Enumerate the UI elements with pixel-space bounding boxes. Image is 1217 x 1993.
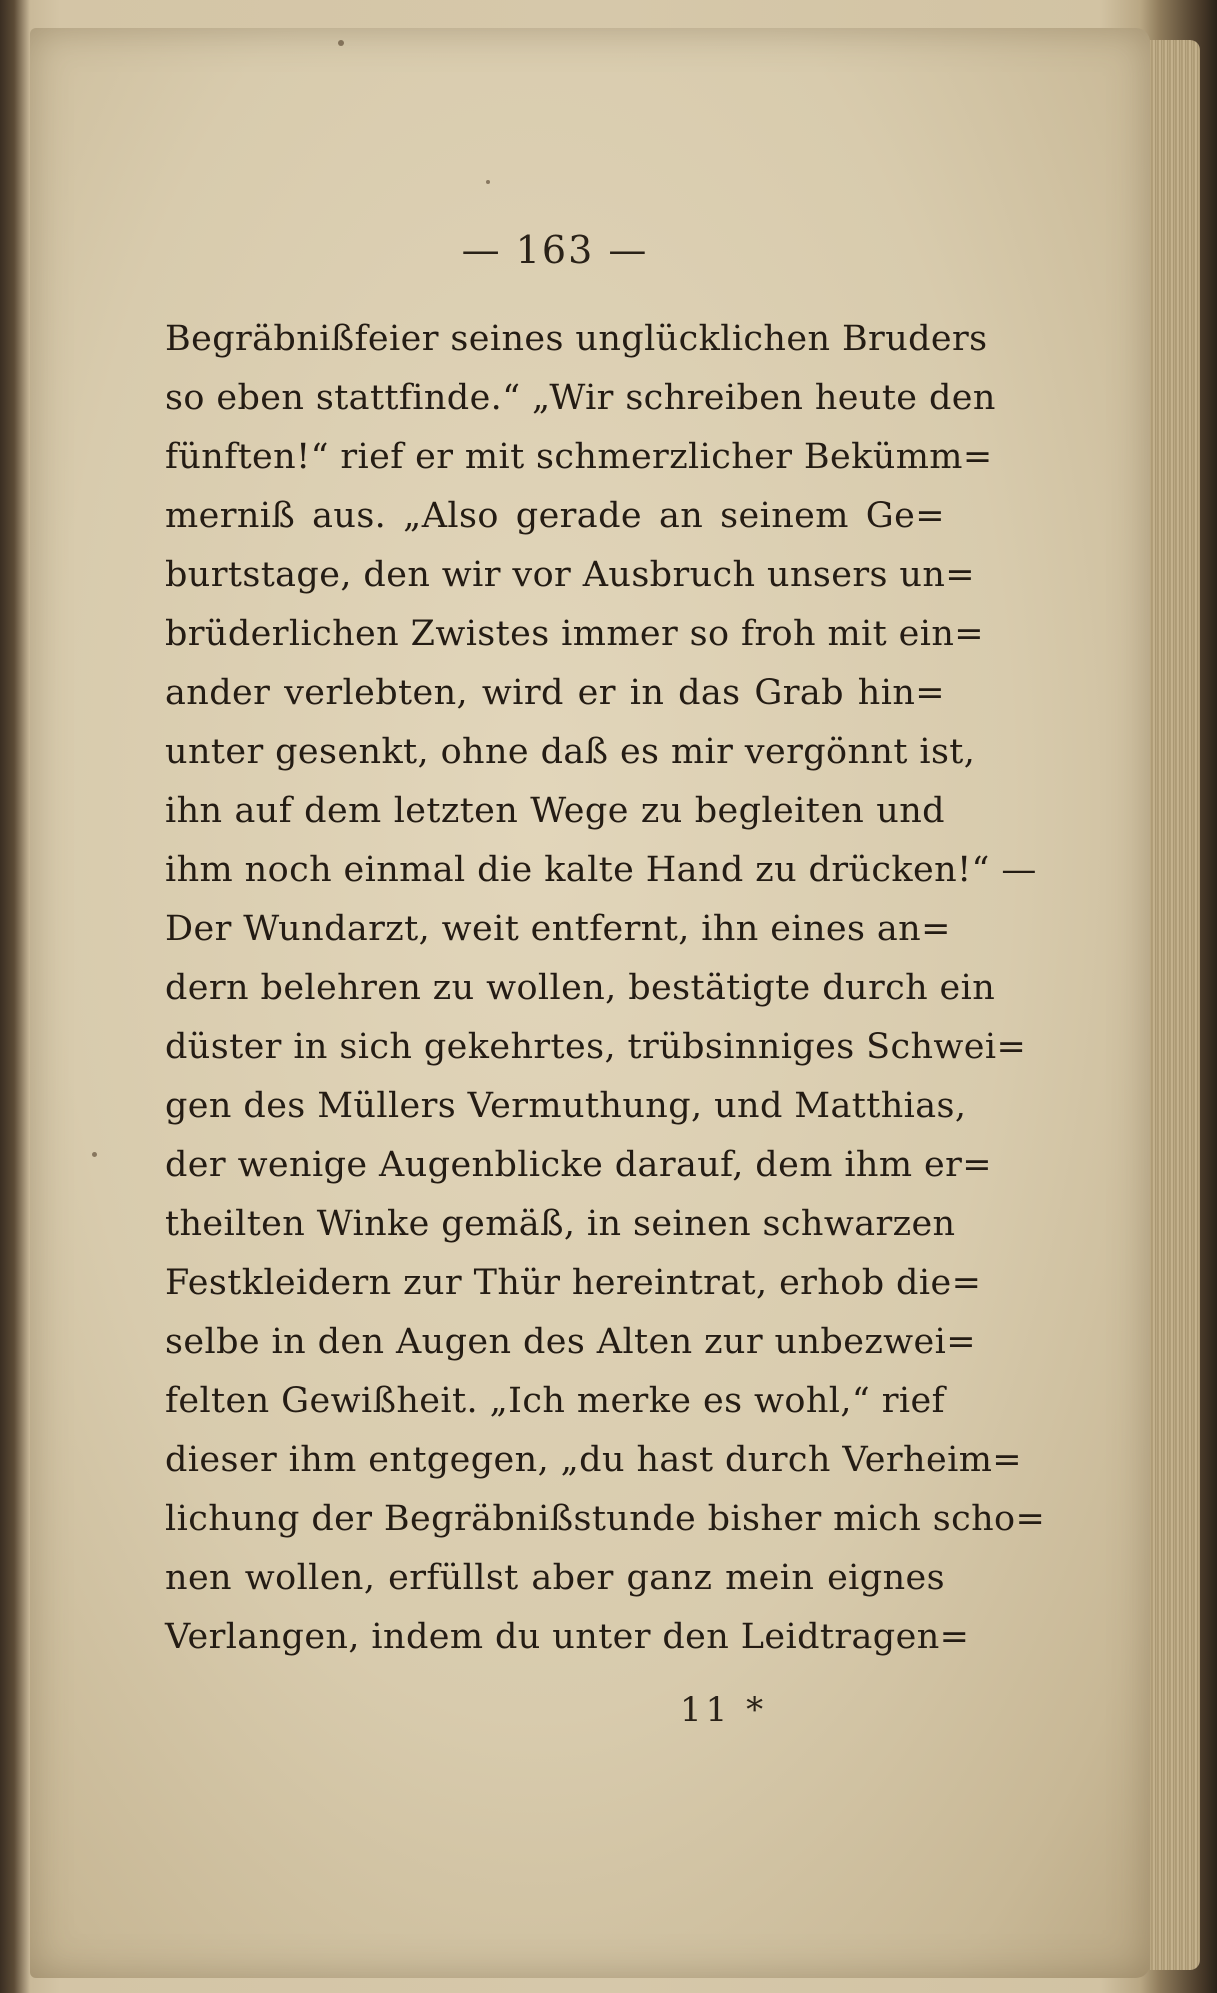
signature-mark: 11 * bbox=[680, 1690, 768, 1730]
text-line: merniß aus. „Also gerade an seinem Ge= bbox=[165, 496, 945, 536]
text-line: düster in sich gekehrtes, trübsinniges Schwei= bbox=[165, 1027, 1027, 1067]
text-line: Verlangen, indem du unter den Leidtragen= bbox=[165, 1617, 970, 1657]
text-line: so eben stattfinde.“ „Wir schreiben heute den bbox=[165, 378, 996, 418]
ink-speck bbox=[92, 1152, 97, 1157]
text-line: dieser ihm entgegen, „du hast durch Verheim= bbox=[165, 1440, 1023, 1480]
text-line: ander verlebten, wird er in das Grab hin= bbox=[165, 673, 945, 713]
text-line: gen des Müllers Vermuthung, und Matthias, bbox=[165, 1086, 967, 1126]
text-line: Festkleidern zur Thür hereintrat, erhob die= bbox=[165, 1263, 982, 1303]
ink-speck bbox=[338, 40, 344, 46]
body-text bbox=[165, 310, 1046, 1667]
text-line: unter gesenkt, ohne daß es mir vergönnt ist, bbox=[165, 732, 976, 772]
text-line: felten Gewißheit. „Ich merke es wohl,“ rief bbox=[165, 1381, 945, 1421]
page-edges bbox=[1150, 40, 1200, 1970]
text-line: fünften!“ rief er mit schmerzlicher Bekümm= bbox=[165, 437, 993, 477]
text-line: Begräbnißfeier seines unglücklichen Bruders bbox=[165, 319, 988, 359]
text-line: nen wollen, erfüllst aber ganz mein eignes bbox=[165, 1558, 945, 1598]
text-line: dern belehren zu wollen, bestätigte durch ein bbox=[165, 968, 996, 1008]
text-line: theilten Winke gemäß, in seinen schwarzen bbox=[165, 1204, 956, 1244]
text-line: selbe in den Augen des Alten zur unbezwei= bbox=[165, 1322, 976, 1362]
ink-speck bbox=[486, 180, 490, 184]
text-line: ihn auf dem letzten Wege zu begleiten und bbox=[165, 791, 945, 831]
text-line: der wenige Augenblicke darauf, dem ihm er= bbox=[165, 1145, 992, 1185]
page-number: — 163 — bbox=[461, 228, 649, 272]
text-line: Der Wundarzt, weit entfernt, ihn eines an= bbox=[165, 909, 951, 949]
text-line: brüderlichen Zwistes immer so froh mit ein= bbox=[165, 614, 985, 654]
text-line: ihm noch einmal die kalte Hand zu drücken!“ — bbox=[165, 850, 1037, 890]
text-line: burtstage, den wir vor Ausbruch unsers un= bbox=[165, 555, 976, 595]
text-line: lichung der Begräbnißstunde bisher mich scho= bbox=[165, 1499, 1046, 1539]
